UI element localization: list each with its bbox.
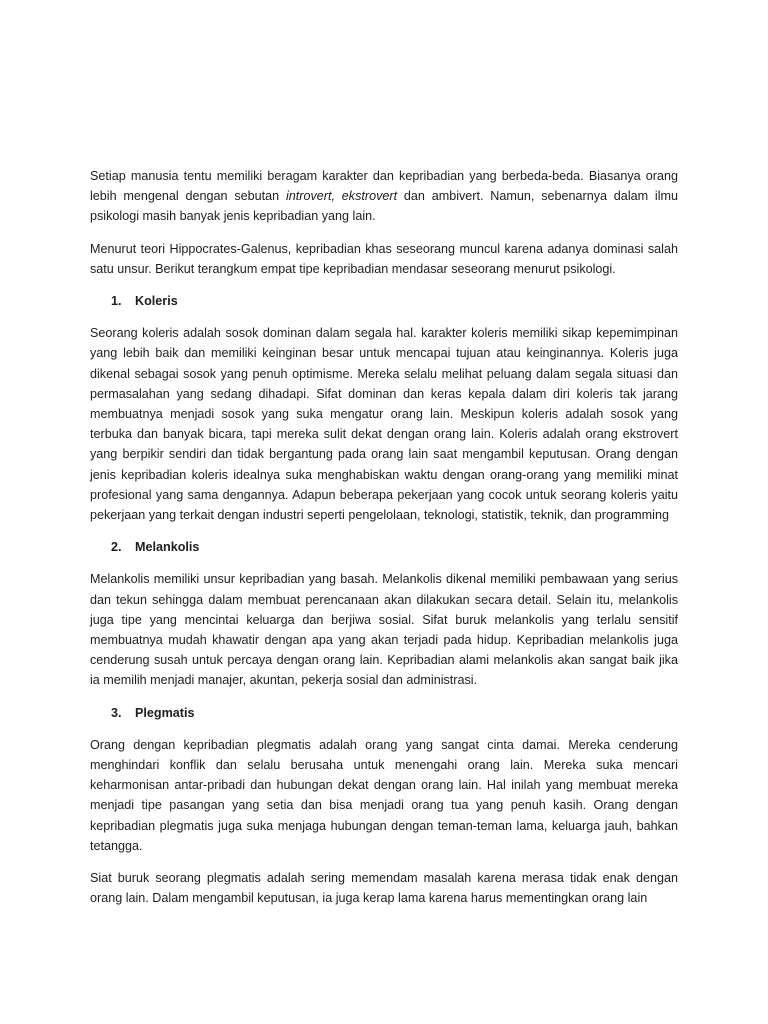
section-title: Melankolis bbox=[135, 540, 200, 555]
intro-paragraph-2: Menurut teori Hippocrates-Galenus, kepribadian khas seseorang muncul karena adanya dominasi salah satu unsur. Berikut terangkum empat tipe kepribadian mendasar seseorang menurut psikologi. bbox=[90, 241, 678, 276]
intro-italic-terms: introvert, ekstrovert bbox=[285, 189, 398, 204]
intro-text-before: Setiap manusia tentu memiliki beragam karakter dan kepribadian yang berbeda-beda. Biasanya orang lebih mengenal dengan sebutan bbox=[90, 169, 678, 204]
section-title: Plegmatis bbox=[135, 705, 195, 720]
section-title: Koleris bbox=[135, 294, 178, 309]
section-paragraph: Melankolis memiliki unsur kepribadian yang basah. Melankolis dikenal memiliki pembawaan yang serius dan tekun sehingga dalam membuat perencanaan akan dilakukan secara detail. Selain itu, melankolis juga tipe yang mencintai keluarga dan berjiwa sosial. Sifat buruk melankolis yang terlalu sensitif membuatnya mudah khawatir dengan apa yang akan terjadi pada hidup. Kepribadian melankolis juga cenderung susah untuk percaya dengan orang lain. Kepribadian alami melankolis akan sangat baik jika ia memilih menjadi manajer, akuntan, pekerja sosial dan administrasi. bbox=[90, 572, 678, 688]
document-page bbox=[90, 166, 678, 909]
section-number: 3. bbox=[111, 705, 122, 720]
section-heading-koleris bbox=[90, 291, 678, 311]
section-heading-plegmatis bbox=[90, 703, 678, 723]
section-number: 1. bbox=[111, 294, 122, 309]
intro-text-after: dan ambivert. Namun, sebenarnya dalam ilmu psikologi masih banyak jenis kepribadian yang lain. bbox=[90, 189, 679, 224]
section-paragraph: Orang dengan kepribadian plegmatis adalah orang yang sangat cinta damai. Mereka cenderung menghindari konflik dan selalu berusaha untuk menengahi orang lain. Mereka suka mencari keharmonisan antar-pribadi dan hubungan dekat dengan orang lain. Hal inilah yang membuat mereka menjadi tipe pasangan yang setia dan bisa menjadi orang tua yang penuh kasih. Orang dengan kepribadian plegmatis juga suka menjaga hubungan dengan teman-teman lama, keluarga jauh, bahkan tetangga. bbox=[90, 737, 678, 853]
section-heading-melankolis bbox=[90, 537, 678, 557]
section-paragraph: Siat buruk seorang plegmatis adalah sering memendam masalah karena merasa tidak enak dengan orang lain. Dalam mengambil keputusan, ia juga kerap lama karena harus mementingkan orang lain bbox=[90, 871, 678, 906]
section-paragraph: Seorang koleris adalah sosok dominan dalam segala hal. karakter koleris memiliki sikap kepemimpinan yang lebih baik dan memiliki keinginan besar untuk mencapai tujuan atau keinginannya. Koleris juga dikenal sebagai sosok yang penuh optimisme. Mereka selalu melihat peluang dalam segala situasi dan permasalahan yang sedang dihadapi. Sifat dominan dan keras kepala dalam diri koleris tak jarang membuatnya menjadi sosok yang suka mengatur orang lain. Meskipun koleris adalah sosok yang terbuka dan banyak bicara, tapi mereka sulit dekat dengan orang lain. Koleris adalah orang ekstrovert yang berpikir sendiri dan tidak bergantung pada orang lain saat mengambil keputusan. Orang dengan jenis kepribadian koleris idealnya suka menghabiskan waktu dengan orang-orang yang memiliki minat profesional yang sama dengannya. Adapun beberapa pekerjaan yang cocok untuk seorang koleris yaitu pekerjaan yang terkait dengan industri seperti pengelolaan, teknologi, statistik, teknik, dan programming bbox=[90, 326, 678, 523]
section-number: 2. bbox=[111, 540, 122, 555]
intro-paragraph-1 bbox=[90, 166, 678, 227]
